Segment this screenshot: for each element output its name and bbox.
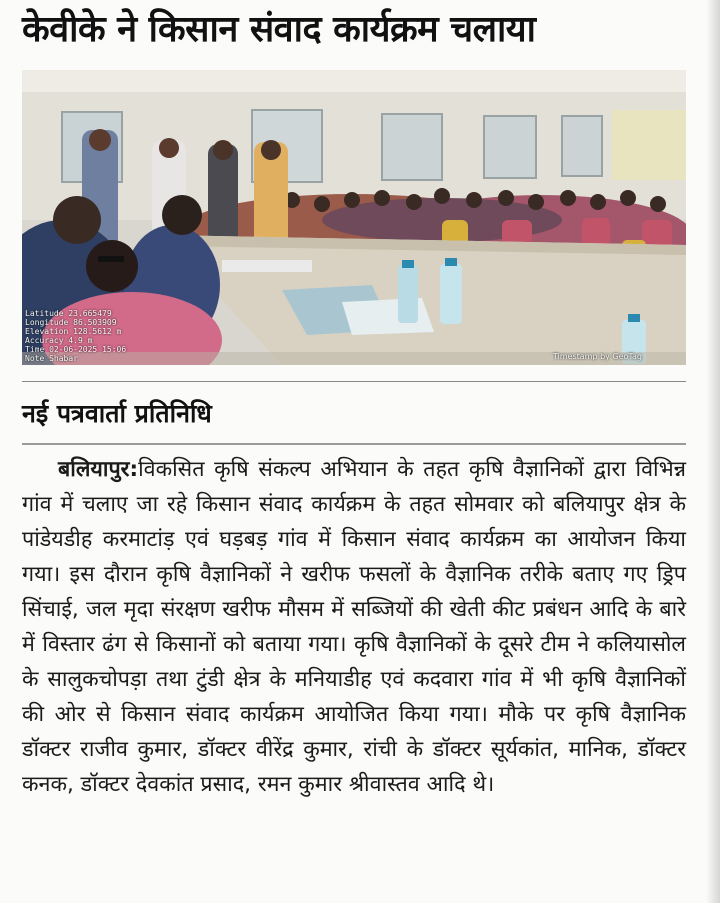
byline: नई पत्रवार्ता प्रतिनिधि (22, 399, 212, 428)
dateline: बलियापुर: (58, 457, 139, 482)
geotag-overlay: Latitude 23.665479 Longitude 86.503909 Elevation 128.5612 m Accuracy 4.9 m Time 02-06-2025 15:06 Note Shabar (25, 309, 127, 363)
divider-top (22, 381, 686, 382)
article-body (22, 452, 686, 802)
divider-byline (22, 443, 686, 445)
page-edge-shadow (706, 0, 720, 903)
headline: केवीके ने किसान संवाद कार्यक्रम चलाया (22, 9, 536, 50)
news-photo (22, 70, 686, 365)
article-body-text: विकसित कृषि संकल्प अभियान के तहत कृषि वैज्ञानिकों द्वारा विभिन्न गांव में चलाए जा रहे किसान संवाद कार्यक्रम के तहत सोमवार को बलियापुर क्षेत्र के पांडेयडीह करमाटांड़ एवं घड़बड़ गांव में किसान संवाद कार्यक्रम का आयोजन किया गया। इस दौरान कृषि वैज्ञानिकों ने खरीफ फसलों के वैज्ञानिक तरीके बताए गए ड्रिप सिंचाई, जल मृदा संरक्षण खरीफ मौसम में सब्जियों की खेती कीट प्रबंधन आदि के बारे में विस्तार ढंग से किसानों को बताया गया। कृषि वैज्ञानिकों के दूसरे टीम ने कलियासोल के सालुकचोपड़ा तथा टुंडी क्षेत्र के मनियाडीह एवं कदवारा गांव में भी कृषि वैज्ञानिकों की ओर से किसान संवाद कार्यक्रम आयोजित किया गया। मौके पर कृषि वैज्ञानिक डॉक्टर राजीव कुमार, डॉक्टर वीरेंद्र कुमार, रांची के डॉक्टर सूर्यकांत, मानिक, डॉक्टर कनक, डॉक्टर देवकांत प्रसाद, रमन कुमार श्रीवास्तव आदि थे। (22, 457, 686, 797)
photo-watermark: Timestamp by GeoTag (552, 352, 642, 361)
